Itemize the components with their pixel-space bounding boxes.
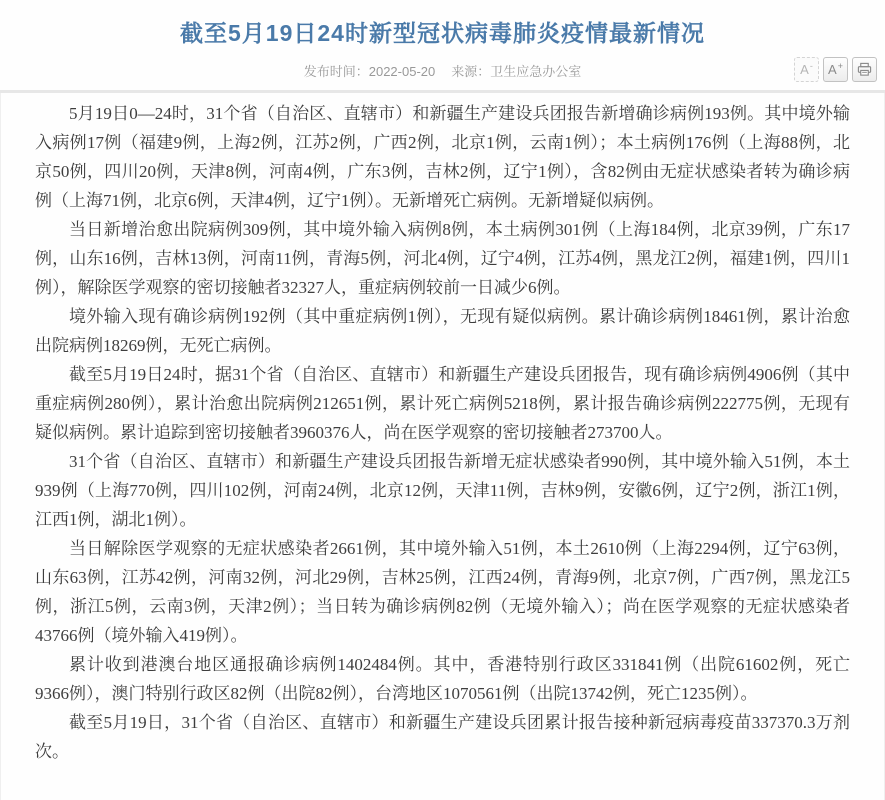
article-paragraph: 当日解除医学观察的无症状感染者2661例，其中境外输入51例，本土2610例（上海2294例，辽宁63例，山东63例，江苏42例，河南32例，河北29例，吉林25例，江西24例，青海9例，北京7例，广西7例，黑龙江5例，浙江5例，云南3例，天津2例）；当日转为确诊病例82例（无境外输入）；尚在医学观察的无症状感染者43766例（境外输入419例）。 xyxy=(35,539,850,645)
article-header xyxy=(0,0,885,90)
article-meta xyxy=(0,61,885,80)
font-decrease-sign: - xyxy=(809,61,813,71)
page-title: 截至5月19日24时新型冠状病毒肺炎疫情最新情况 xyxy=(180,20,705,46)
source-label: 来源： xyxy=(451,64,491,79)
article-paragraph: 5月19日0—24时，31个省（自治区、直辖市）和新疆生产建设兵团报告新增确诊病例193例。其中境外输入病例17例（福建9例，上海2例，江苏2例，广西2例，北京1例，云南1例）；本土病例176例（上海88例，北京50例，四川20例，天津8例，河南4例，广东3例，吉林2例，辽宁1例），含82例由无症状感染者转为确诊病例（上海71例，北京6例，天津4例，辽宁1例）。无新增死亡病例。无新增疑似病例。 xyxy=(35,104,850,210)
article-paragraph-partial: 截至5月19日，31个省（自治区、直辖市）和新疆生产建设兵团累计报告接种新冠病毒疫苗337370.3万剂次。 xyxy=(35,713,850,761)
font-increase-sign: + xyxy=(837,61,843,71)
article-paragraph: 境外输入现有确诊病例192例（其中重症病例1例），无现有疑似病例。累计确诊病例18461例，累计治愈出院病例18269例，无死亡病例。 xyxy=(35,307,850,355)
article-body xyxy=(0,93,885,800)
publish-time-label: 发布时间： xyxy=(303,64,369,79)
printer-icon xyxy=(857,62,872,77)
print-button[interactable] xyxy=(852,57,877,82)
font-decrease-button[interactable] xyxy=(794,57,819,82)
font-increase-button[interactable] xyxy=(823,57,848,82)
article-paragraph: 累计收到港澳台地区通报确诊病例1402484例。其中，香港特别行政区331841例（出院61602例，死亡9366例），澳门特别行政区82例（出院82例），台湾地区1070561例（出院13742例，死亡1235例）。 xyxy=(35,655,850,703)
font-increase-label: A xyxy=(828,62,837,77)
font-decrease-label: A xyxy=(800,62,809,77)
article-paragraph: 31个省（自治区、直辖市）和新疆生产建设兵团报告新增无症状感染者990例，其中境外输入51例，本土939例（上海770例，四川102例，河南24例，北京12例，天津11例，吉林9例，安徽6例，辽宁2例，浙江1例，江西1例，湖北1例）。 xyxy=(35,452,850,529)
article-paragraph: 截至5月19日24时，据31个省（自治区、直辖市）和新疆生产建设兵团报告，现有确诊病例4906例（其中重症病例280例），累计治愈出院病例212651例，累计死亡病例5218例，累计报告确诊病例222775例，无现有疑似病例。累计追踪到密切接触者3960376人，尚在医学观察的密切接触者273700人。 xyxy=(35,365,850,442)
publish-time-value: 2022-05-20 xyxy=(368,64,436,79)
article-paragraph: 当日新增治愈出院病例309例，其中境外输入病例8例，本土病例301例（上海184例，北京39例，广东17例，山东16例，吉林13例，河南11例，青海5例，河北4例，辽宁4例，江苏4例，黑龙江2例，福建1例，四川1例），解除医学观察的密切接触者32327人，重症病例较前一日减少6例。 xyxy=(35,220,850,297)
toolbar xyxy=(794,57,877,82)
source-value: 卫生应急办公室 xyxy=(490,64,582,79)
